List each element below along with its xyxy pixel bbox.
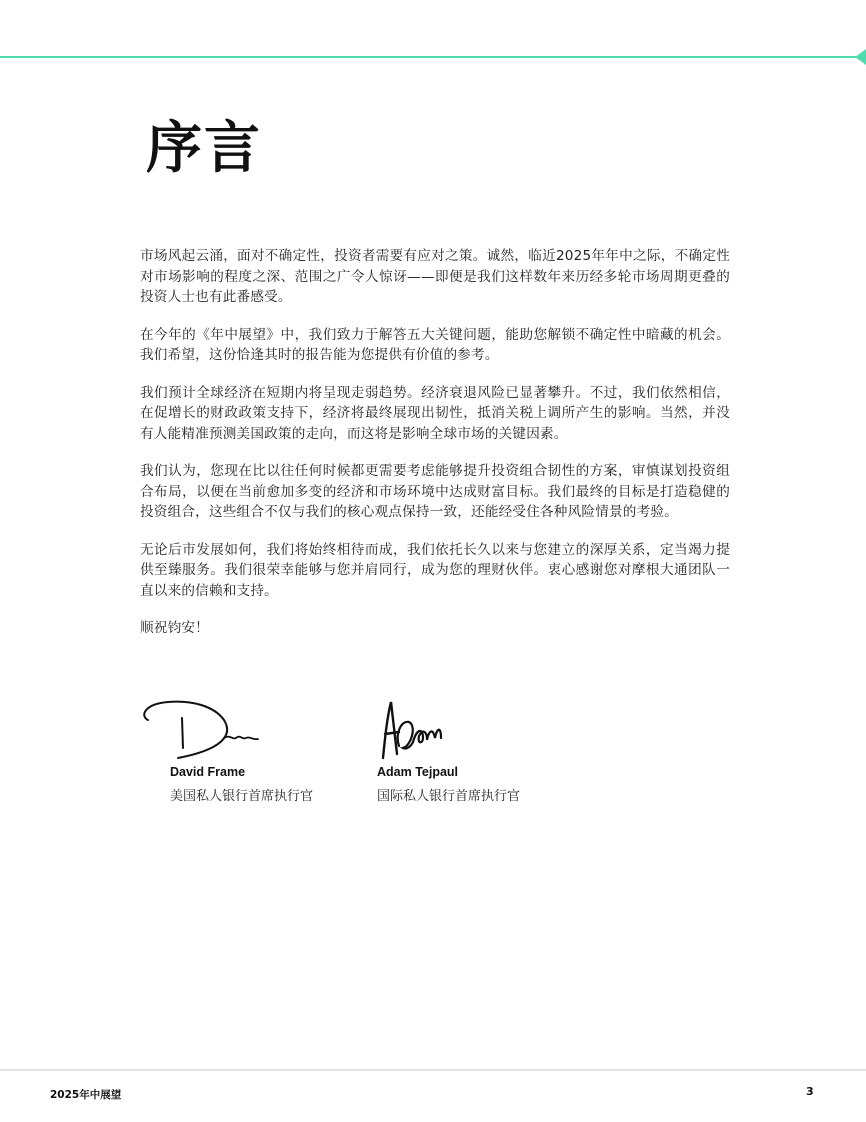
signatory-title: 美国私人银行首席执行官 [170, 789, 314, 804]
page-title: 序言 [146, 115, 262, 181]
signatory-name: Adam Tejpaul [377, 765, 459, 779]
signatory-adam-tejpaul [377, 698, 521, 804]
paragraph-1: 市场风起云涌，面对不确定性，投资者需要有应对之策。诚然，临近2025年年中之际，不确定性对市场影响的程度之深、范围之广令人惊讶——即便是我们这样数年来历经多轮市场周期更叠的投资人士也有此番感受。 [140, 248, 730, 305]
page-number: 3 [806, 1085, 814, 1098]
paragraph-2: 在今年的《年中展望》中，我们致力于解答五大关键问题，能助您解锁不确定性中暗藏的机会。我们希望，这份恰逢其时的报告能为您提供有价值的参考。 [140, 326, 730, 363]
paragraph-3: 我们预计全球经济在短期内将呈现走弱趋势。经济衰退风险已显著攀升。不过，我们依然相信，在促增长的财政政策支持下，经济将最终展现出韧性，抵消关税上调所产生的影响。当然，并没有人能精准预测美国政策的走向，而这将是影响全球市场的关键因素。 [140, 384, 730, 442]
header-arrow-marker-icon [855, 49, 866, 65]
paragraph-5: 无论后市发展如何，我们将始终相待而成，我们依托长久以来与您建立的深厚关系，定当竭力提供至臻服务。我们很荣幸能够与您并肩同行，成为您的理财伙伴。衷心感谢您对摩根大通团队一直以来的信赖和支持。 [140, 541, 730, 599]
handwritten-signature-icon [377, 698, 457, 762]
signatory-david-frame [140, 698, 314, 804]
signatory-name: David Frame [170, 765, 246, 779]
header-accent-rule [0, 56, 858, 58]
footer-divider [0, 1069, 866, 1071]
paragraph-4: 我们认为，您现在比以往任何时候都更需要考虑能够提升投资组合韧性的方案，审慎谋划投资组合布局，以便在当前愈加多变的经济和市场环境中达成财富目标。我们最终的目标是打造稳健的投资组合，这些组合不仅与我们的核心观点保持一致，还能经受住各种风险情景的考验。 [140, 463, 730, 520]
handwritten-signature-icon [140, 698, 270, 762]
closing-salutation: 顺祝钧安！ [140, 620, 209, 636]
letter-body [140, 246, 730, 656]
footer-publication-title: 2025年中展望 [50, 1089, 122, 1101]
signatory-title: 国际私人银行首席执行官 [377, 789, 521, 804]
signature-block [140, 698, 640, 808]
